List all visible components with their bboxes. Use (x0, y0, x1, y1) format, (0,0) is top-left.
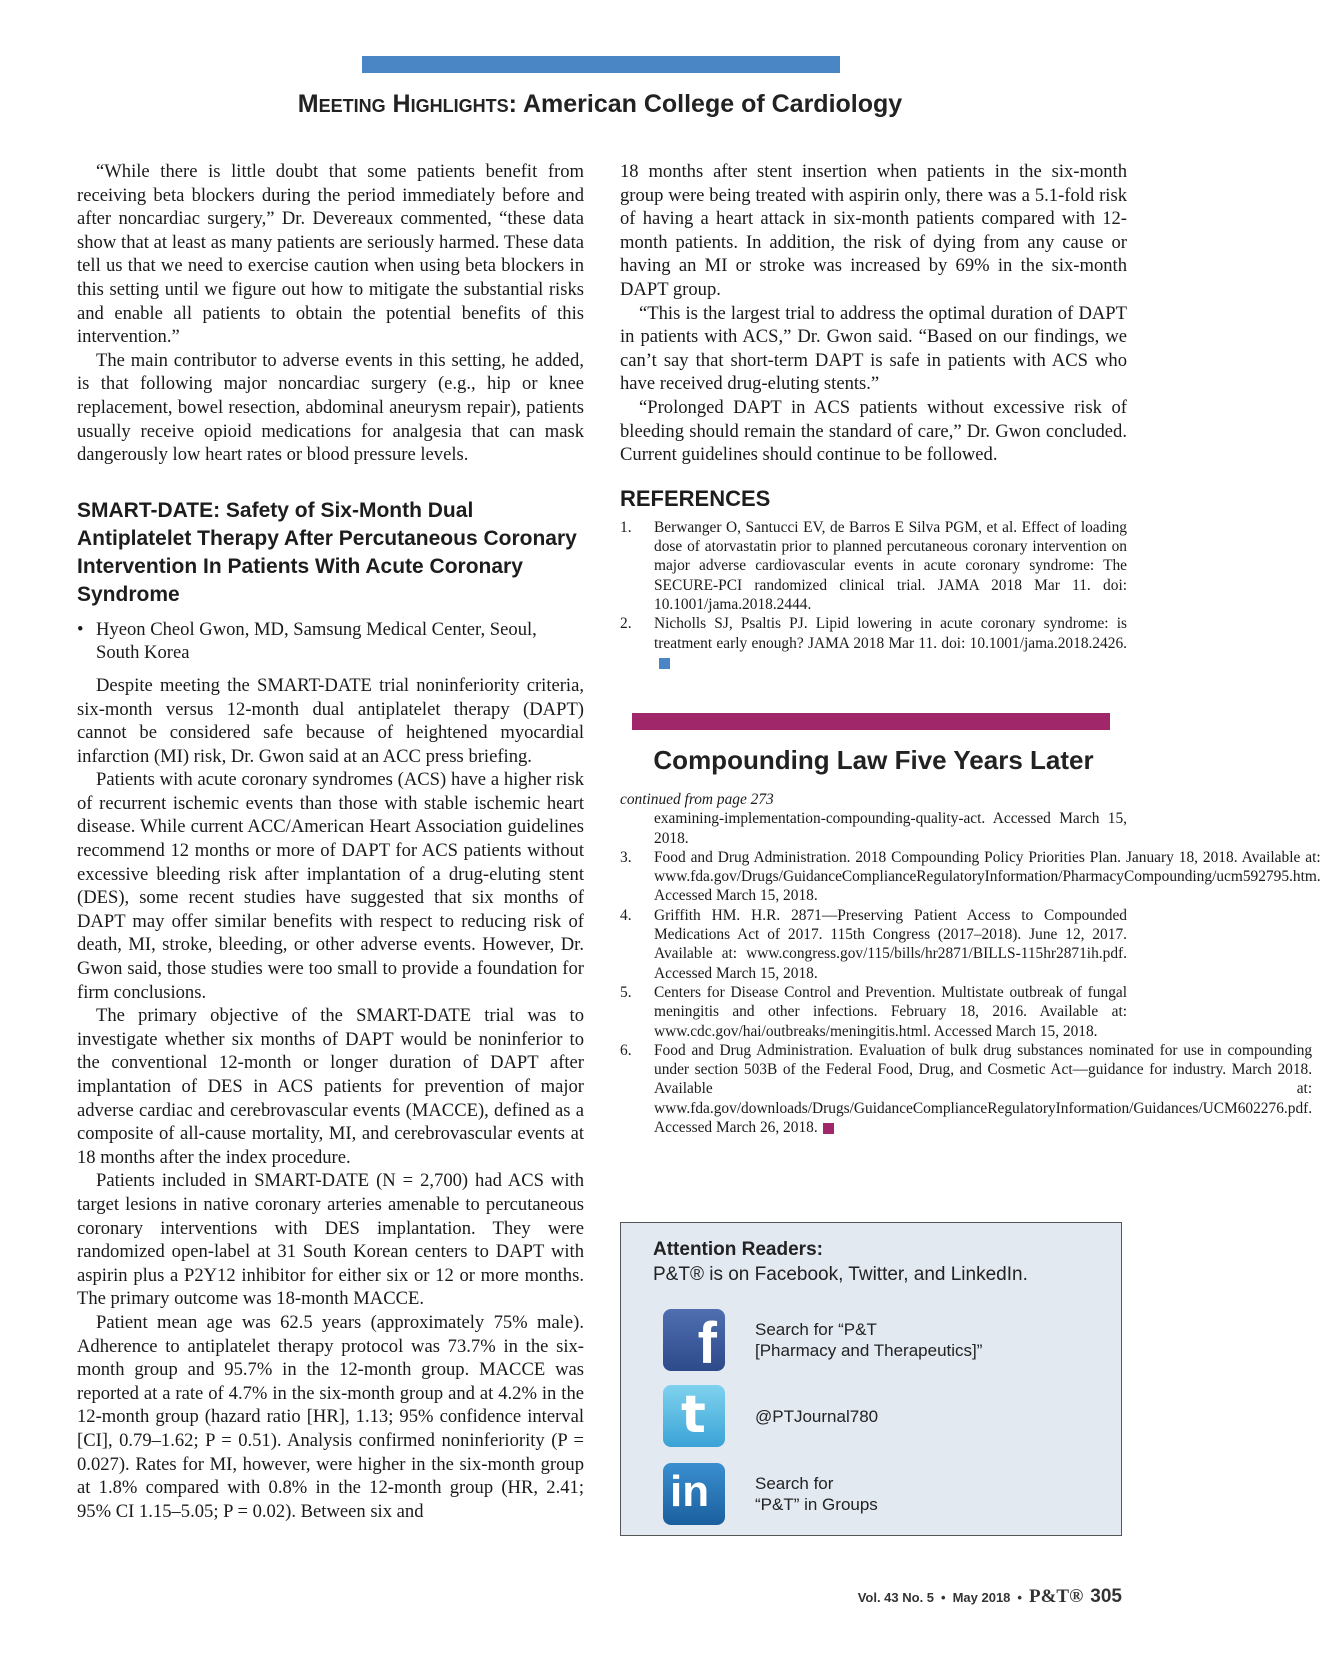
reference-text: Berwanger O, Santucci EV, de Barros E Silva PGM, et al. Effect of loading dose of atorvastatin prior to planned percutaneous coronary intervention on major adverse cardiovascular events in acute coronary syndrome: The SECURE-PCI randomized clinical trial. JAMA 2018 Mar 11. doi: 10.1001/jama.2018.2444. (654, 518, 1127, 613)
header-accent-bar (362, 56, 840, 73)
attention-readers-box (620, 1222, 1122, 1536)
paragraph: The main contributor to adverse events in this setting, he added, is that following major noncardiac surgery (e.g., hip or knee replacement, bowel resection, abdominal aneurysm repair), patients usually receive opioid medications for analgesia that can mask dangerously low heart rates or blood pressure levels. (77, 349, 584, 466)
linkedin-label (755, 1473, 878, 1515)
references-heading: REFERENCES (620, 485, 771, 511)
linkedin-label-line2: “P&T” in Groups (755, 1495, 878, 1514)
paragraph: 18 months after stent insertion when patients in the six-month group were being treated with aspirin only, there was a 5.1-fold risk of having a heart attack in six-month patients compared with 12-month patients. In addition, the risk of dying from any cause or having an MI or stroke was increased by 69% in the six-month DAPT group. (620, 161, 1127, 300)
end-mark-icon (823, 1123, 834, 1134)
compounding-references (620, 790, 1321, 1137)
facebook-glyph: f (697, 1311, 717, 1376)
compounding-title: Compounding Law Five Years Later (653, 745, 1094, 775)
header-title-label: Meeting Highlights: (297, 90, 517, 118)
reference-continuation: examining-implementation-compounding-quality-act. Accessed March 15, 2018. (654, 810, 1127, 847)
linkedin-label-line1: Search for (755, 1474, 834, 1493)
reference-number: 6. (620, 1041, 632, 1059)
author-text: Hyeon Cheol Gwon, MD, Samsung Medical Center, Seoul, South Korea (96, 618, 537, 664)
reference-number: 1. (620, 518, 632, 536)
reference-number: 5. (620, 983, 632, 1001)
reference-item (620, 518, 1127, 614)
author-bullet (77, 618, 584, 665)
footer-issue: Vol. 43 No. 5 (857, 1590, 935, 1605)
facebook-icon[interactable] (663, 1309, 725, 1376)
reference-text: Nicholls SJ, Psaltis PJ. Lipid lowering in acute coronary syndrome: is treatment early enough? JAMA 2018 Mar 11. doi: 10.1001/jama.2018.2426. (654, 615, 1127, 652)
footer-separator: • (1017, 1590, 1022, 1605)
linkedin-glyph: in (670, 1467, 710, 1516)
twitter-row[interactable] (663, 1385, 1103, 1447)
paragraph: “This is the largest trial to address the optimal duration of DAPT in patients with ACS,” Dr. Gwon said. “Based on our findings, we can’t say that short-term DAPT is safe in patients with ACS who have received drug-eluting stents.” (620, 302, 1127, 395)
linkedin-icon[interactable] (663, 1463, 725, 1525)
attention-title: Attention Readers: (653, 1239, 823, 1260)
facebook-label (755, 1319, 982, 1361)
paragraph: Despite meeting the SMART-DATE trial noninferiority criteria, six-month versus 12-month dual antiplatelet therapy (DAPT) cannot be considered safe because of heightened myocardial infarction (MI) risk, Dr. Gwon said at an ACC press briefing. (77, 674, 584, 767)
end-mark-icon (659, 658, 670, 669)
reference-text: Griffith HM. H.R. 2871—Preserving Patient Access to Compounded Medications Act of 2017. 115th Congress (2017–2018). June 12, 2017. Available at: www.congress.gov/115/bills/hr2871/BILLS-115hr2871ih.pdf. Accessed March 15, 2018. (654, 906, 1127, 982)
paragraph: “Prolonged DAPT in ACS patients without excessive risk of bleeding should remain the standard of care,” Dr. Gwon concluded. Current guidelines should continue to be followed. (620, 396, 1127, 466)
reference-item (620, 1041, 1313, 1137)
bullet-dot: • (77, 618, 84, 640)
footer-separator: • (941, 1590, 946, 1605)
twitter-glyph: t (681, 1385, 706, 1445)
footer-brand: P&T® (1028, 1586, 1084, 1607)
reference-text: Food and Drug Administration. 2018 Compounding Policy Priorities Plan. January 18, 2018. Available at: www.fda.gov/Drugs/GuidanceComplianceRegulatoryInformation/PharmacyCompounding/ucm592795.htm. Accessed March 15, 2018. (654, 848, 1321, 905)
facebook-row[interactable] (663, 1309, 1103, 1376)
section-title: SMART-DATE: Safety of Six-Month Dual Antiplatelet Therapy After Percutaneous Coronary Intervention In Patients With Acute Coronary Syndrome (77, 498, 577, 606)
continued-note: continued from page 273 (620, 791, 774, 808)
facebook-label-line1: Search for “P&T (755, 1320, 877, 1339)
compounding-accent-bar (632, 713, 1110, 730)
reference-item (620, 906, 1127, 983)
reference-item (620, 848, 1321, 906)
header-title-rest: American College of Cardiology (516, 90, 903, 118)
footer-date: May 2018 (952, 1590, 1011, 1605)
facebook-label-line2: [Pharmacy and Therapeutics]” (755, 1341, 983, 1360)
paragraph: The primary objective of the SMART-DATE trial was to investigate whether six months of DAPT would be noninferior to the conventional 12-month or longer duration of DAPT after implantation of DES in ACS patients for prevention of major adverse cardiac and cerebrovascular events (MACCE), defined as a composite of all-cause mortality, MI, and cerebrovascular events at 18 months after the index procedure. (77, 1005, 584, 1168)
page-header (0, 90, 1200, 119)
reference-text: Centers for Disease Control and Prevention. Multistate outbreak of fungal meningitis and other infections. February 18, 2016. Available at: www.cdc.gov/hai/outbreaks/meningitis.html. Accessed March 15, 2018. (654, 983, 1127, 1040)
reference-number: 4. (620, 906, 632, 924)
paragraph: “While there is little doubt that some patients benefit from receiving beta blockers during the period immediately before and after noncardiac surgery,” Dr. Devereaux commented, “these data show that at least as many patients are seriously harmed. These data tell us that we need to exercise caution when using beta blockers in this setting until we figure out how to mitigate the substantial risks and enable all patients to obtain the potential benefits of this intervention.” (77, 161, 584, 348)
paragraph: Patient mean age was 62.5 years (approximately 75% male). Adherence to antiplatelet therapy protocol was 73.7% in the six-month group and 95.7% in the 12-month group. MACCE was reported at a rate of 4.7% in the six-month group and at 4.2% in the 12-month group (hazard ratio [HR], 1.13; 95% confidence interval [CI], 0.79–1.62; P = 0.51). Analysis confirmed noninferiority (P = 0.027). Rates for MI, however, were higher in the six-month group at 1.8% compared with 0.8% in the 12-month group (HR, 2.41; 95% CI 1.15–5.05; P = 0.02). Between six and (77, 1311, 584, 1522)
reference-text: Food and Drug Administration. Evaluation of bulk drug substances nominated for use in compounding under section 503B of the Federal Food, Drug, and Cosmetic Act—guidance for industry. March 2018. Available at: www.fda.gov/downloads/Drugs/GuidanceComplianceRegulatoryInformation/Guidances/UCM602276.pdf. Accessed March 26, 2018. (654, 1041, 1313, 1137)
reference-number: 3. (620, 848, 632, 866)
paragraph: Patients included in SMART-DATE (N = 2,700) had ACS with target lesions in native coronary arteries amenable to percutaneous coronary interventions with DES implantation. They were randomized open-label at 31 South Korean centers to DAPT with aspirin plus a P2Y12 inhibitor for either six or 12 or more months. The primary outcome was 18-month MACCE. (77, 1170, 584, 1310)
left-column (77, 160, 584, 1523)
twitter-icon[interactable] (663, 1385, 725, 1447)
page-number: 305 (1090, 1586, 1122, 1607)
reference-item (620, 614, 1127, 672)
twitter-handle: @PTJournal780 (755, 1406, 879, 1426)
paragraph: Patients with acute coronary syndromes (ACS) have a higher risk of recurrent ischemic events than those with stable ischemic heart disease. While current ACC/American Heart Association guidelines recommend 12 months or more of DAPT for ACS patients without excessive bleeding risk after implantation of a drug-eluting stent (DES), some recent studies have suggested that six months of DAPT may offer similar benefits with respect to reducing risk of death, MI, stroke, bleeding, or other adverse events. However, Dr. Gwon said, those studies were too small to provide a foundation for firm conclusions. (77, 769, 584, 1003)
linkedin-row[interactable] (663, 1463, 1103, 1525)
reference-number: 2. (620, 615, 632, 633)
reference-item (620, 983, 1127, 1041)
right-column (620, 160, 1127, 672)
attention-subtitle: P&T® is on Facebook, Twitter, and LinkedIn. (653, 1264, 1028, 1285)
page-footer (858, 1586, 1122, 1608)
